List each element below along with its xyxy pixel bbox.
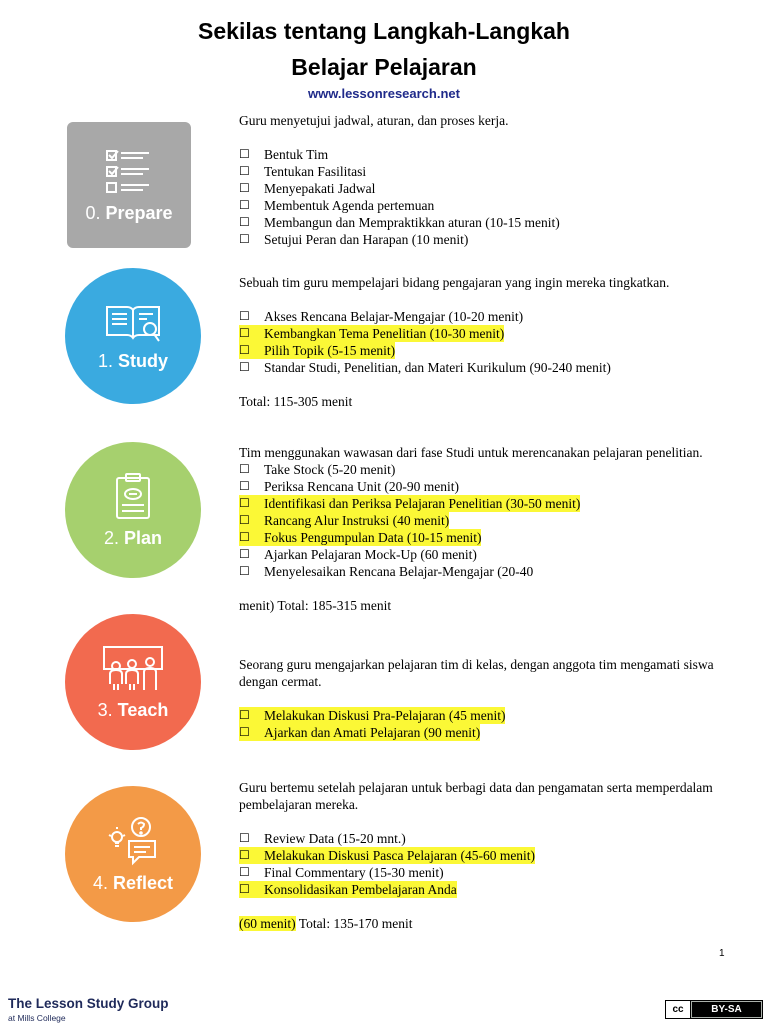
checkbox-icon: ☐: [239, 724, 264, 741]
checklist-item: ☐ Pilih Topik (5-15 menit): [239, 343, 396, 358]
checklist-item: ☐ Konsolidasikan Pembelajaran Anda: [239, 882, 457, 897]
brand-logo: [8, 996, 169, 1023]
section-teach: [239, 656, 719, 741]
website-link[interactable]: www.lessonresearch.net: [308, 86, 460, 101]
license-badge: [665, 1000, 763, 1019]
badge-teach: [65, 614, 201, 750]
checklist-item: ☐ Menyepakati Jadwal: [239, 181, 376, 196]
checkbox-icon: ☐: [239, 462, 250, 476]
checklist-item: ☐ Ajarkan dan Amati Pelajaran (90 menit): [239, 725, 481, 740]
checklist-item: ☐ Review Data (15-20 mnt.): [239, 831, 406, 846]
section-total: Total: 115-305 menit: [239, 394, 353, 409]
badge-label: 3. Teach: [97, 699, 169, 720]
badge-prepare: [67, 122, 191, 248]
checkbox-icon: ☐: [239, 865, 250, 879]
badge-label: 4. Reflect: [92, 872, 174, 893]
checkbox-icon: ☐: [239, 342, 264, 359]
clipboard-icon: [111, 472, 155, 522]
checkbox-icon: ☐: [239, 360, 250, 374]
checklist-item: ☐ Setujui Peran dan Harapan (10 menit): [239, 232, 469, 247]
section-total: menit) Total: 185-315 menit: [239, 598, 392, 613]
section-intro: Tim menggunakan wawasan dari fase Studi untuk merencanakan pelajaran penelitian.: [239, 445, 703, 460]
checklist-item: ☐ Periksa Rencana Unit (20-90 menit): [239, 479, 459, 494]
checklist-item: ☐ Rancang Alur Instruksi (40 menit): [239, 513, 450, 528]
checkbox-icon: ☐: [239, 512, 264, 529]
checkbox-icon: ☐: [239, 831, 250, 845]
brand-name: The Lesson Study Group: [8, 996, 169, 1011]
section-reflect: [239, 779, 719, 932]
section-intro: Guru bertemu setelah pelajaran untuk berbagi data dan pengamatan serta memperdalam pembelajaran mereka.: [239, 780, 713, 812]
checkbox-icon: ☐: [239, 215, 250, 229]
section-intro: Seorang guru mengajarkan pelajaran tim di kelas, dengan anggota tim mengamati siswa dengan cermat.: [239, 657, 714, 689]
checkbox-icon: ☐: [239, 564, 250, 578]
badge-label: 0. Prepare: [85, 202, 173, 223]
badge-label: 2. Plan: [103, 527, 163, 548]
section-intro: Guru menyetujui jadwal, aturan, dan proses kerja.: [239, 113, 509, 128]
checkbox-icon: ☐: [239, 707, 264, 724]
checkbox-icon: ☐: [239, 181, 250, 195]
page-number: 1: [719, 948, 725, 959]
checklist-item: ☐ Melakukan Diskusi Pasca Pelajaran (45-60 menit): [239, 848, 536, 863]
book-magnifier-icon: [103, 301, 163, 345]
section-intro: Sebuah tim guru mempelajari bidang pengajaran yang ingin mereka tingkatkan.: [239, 275, 670, 290]
section-prepare: [239, 112, 719, 248]
checklist-item: ☐ Final Commentary (15-30 menit): [239, 865, 444, 880]
checklist-item: ☐ Fokus Pengumpulan Data (10-15 menit): [239, 530, 482, 545]
checklist-item: ☐ Kembangkan Tema Penelitian (10-30 menit): [239, 326, 505, 341]
brand-sub: at Mills College: [8, 1013, 66, 1023]
checklist-item: ☐ Melakukan Diskusi Pra-Pelajaran (45 menit): [239, 708, 506, 723]
section-plan: [239, 444, 719, 614]
checkbox-icon: ☐: [239, 232, 250, 246]
checkbox-icon: ☐: [239, 147, 250, 161]
checkbox-icon: ☐: [239, 847, 264, 864]
checkbox-icon: ☐: [239, 164, 250, 178]
checklist-item: ☐ Membentuk Agenda pertemuan: [239, 198, 435, 213]
checkbox-icon: ☐: [239, 881, 264, 898]
checkbox-icon: ☐: [239, 547, 250, 561]
license-text: BY-SA: [692, 1002, 761, 1017]
checkbox-icon: ☐: [239, 325, 264, 342]
checklist-item: ☐ Take Stock (5-20 menit): [239, 462, 396, 477]
badge-study: [65, 268, 201, 404]
page-title-line2: Belajar Pelajaran: [291, 54, 477, 80]
checklist-item: ☐ Ajarkan Pelajaran Mock-Up (60 menit): [239, 547, 477, 562]
page-title-line1: Sekilas tentang Langkah-Langkah: [198, 18, 570, 44]
checklist-item: ☐ Identifikasi dan Periksa Pelajaran Penelitian (30-50 menit): [239, 496, 581, 511]
checkbox-icon: ☐: [239, 479, 250, 493]
badge-reflect: [65, 786, 201, 922]
section-study: [239, 274, 719, 410]
checkbox-icon: ☐: [239, 529, 264, 546]
checklist-item: ☐ Akses Rencana Belajar-Mengajar (10-20 menit): [239, 309, 524, 324]
checkbox-icon: ☐: [239, 309, 250, 323]
checkbox-icon: ☐: [239, 495, 264, 512]
section-total: (60 menit) Total: 135-170 menit: [239, 916, 413, 931]
badge-plan: [65, 442, 201, 578]
classroom-icon: [100, 644, 166, 694]
checklist-item: ☐ Tentukan Fasilitasi: [239, 164, 367, 179]
badge-label: 1. Study: [97, 350, 169, 371]
checkbox-icon: ☐: [239, 198, 250, 212]
checklist-item: ☐ Standar Studi, Penelitian, dan Materi Kurikulum (90-240 menit): [239, 360, 611, 375]
speech-bubbles-icon: [105, 815, 161, 867]
checklist-icon: [103, 147, 155, 197]
checklist-item: ☐ Bentuk Tim: [239, 147, 329, 162]
cc-icon: cc: [666, 1001, 691, 1018]
checklist-item: ☐ Membangun dan Mempraktikkan aturan (10-15 menit): [239, 215, 560, 230]
checklist-item: ☐ Menyelesaikan Rencana Belajar-Mengajar (20-40: [239, 564, 534, 579]
